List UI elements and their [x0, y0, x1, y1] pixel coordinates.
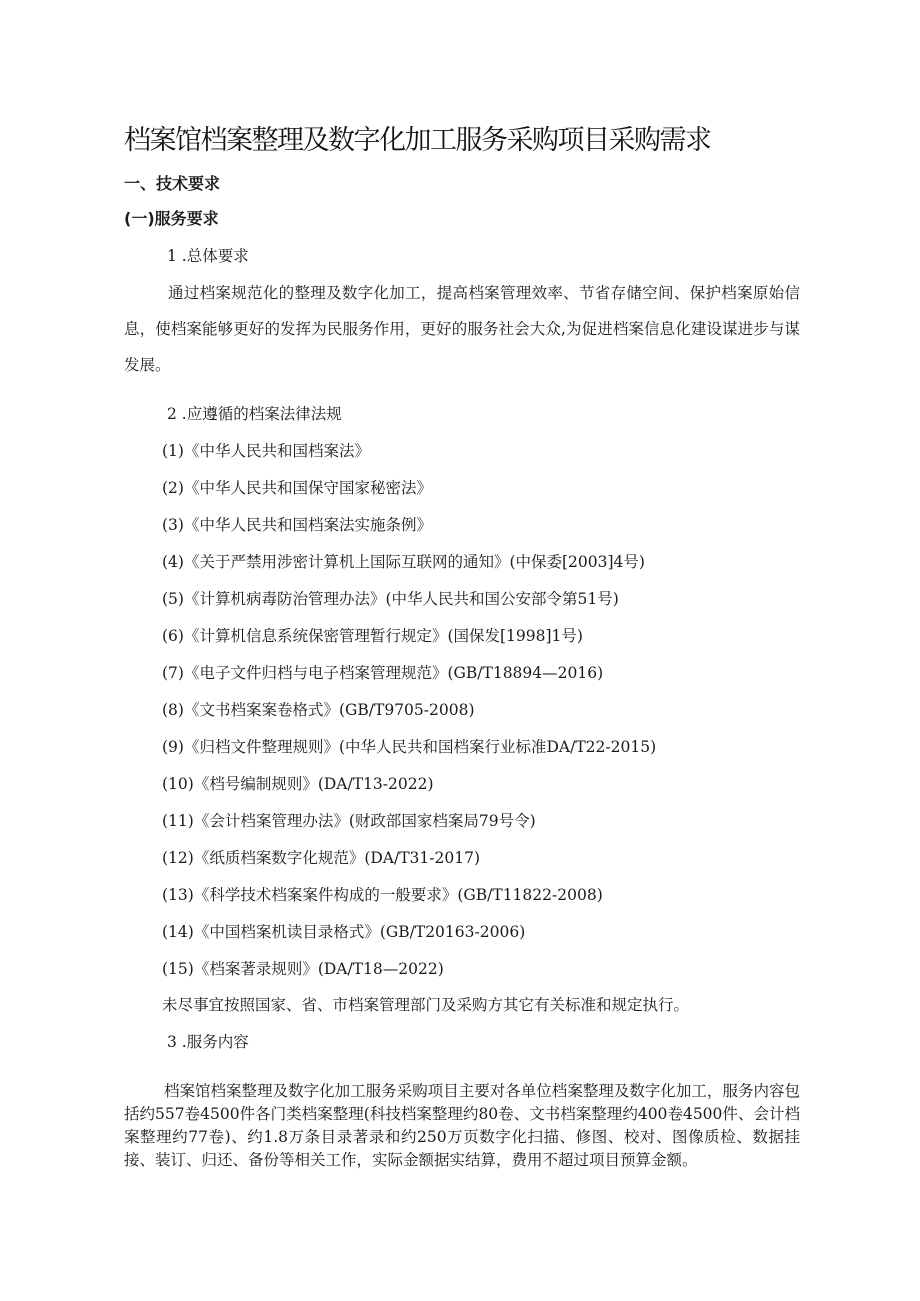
- law-item: (6)《计算机信息系统保密管理暂行规定》(国保发[1998]1号): [162, 627, 583, 645]
- law-item: (15)《档案著录规则》(DA/T18—2022): [162, 960, 444, 978]
- law-item: (13)《科学技术档案案件构成的一般要求》(GB/T11822-2008): [162, 886, 603, 904]
- law-item: (14)《中国档案机读目录格式》(GB/T20163-2006): [162, 923, 526, 941]
- item-heading-general-requirements: 1 .总体要求: [167, 247, 249, 265]
- item-heading-service-content: 3 .服务内容: [167, 1033, 249, 1051]
- subsection-heading-service-requirements: (一)服务要求: [124, 209, 219, 228]
- paragraph-general-requirements: 通过档案规范化的整理及数字化加工，提高档案管理效率、节省存储空间、保护档案原始信息，使档案能够更好的发挥为民服务作用，更好的服务社会大众,为促进档案信息化建设谋进步与谋发展。: [124, 284, 800, 374]
- law-item: (8)《文书档案案卷格式》(GB/T9705-2008): [162, 701, 475, 719]
- law-item: (4)《关于严禁用涉密计算机上国际互联网的通知》(中保委[2003]4号): [162, 553, 645, 571]
- law-item: (5)《计算机病毒防治管理办法》(中华人民共和国公安部令第51号): [162, 590, 619, 608]
- law-item: (10)《档号编制规则》(DA/T13-2022): [162, 775, 434, 793]
- law-item: (1)《中华人民共和国档案法》: [162, 442, 370, 460]
- law-item: (3)《中华人民共和国档案法实施条例》: [162, 516, 432, 534]
- document-title: 档案馆档案整理及数字化加工服务采购项目采购需求: [124, 125, 711, 156]
- item-heading-laws: 2 .应遵循的档案法律法规: [167, 405, 342, 423]
- laws-note: 未尽事宜按照国家、省、市档案管理部门及采购方其它有关标准和规定执行。: [162, 996, 690, 1014]
- paragraph-service-content: 档案馆档案整理及数字化加工服务采购项目主要对各单位档案整理及数字化加工，服务内容包括约557卷4500件各门类档案整理(科技档案整理约80卷、文书档案整理约400卷4500件、会计档案整理约77卷)、约1.8万条目录著录和约250万页数字化扫描、修图、校对、图像质检、数据挂接、装订、归还、备份等相关工作，实际金额据实结算，费用不超过项目预算金额。: [124, 1082, 800, 1169]
- law-item: (9)《归档文件整理规则》(中华人民共和国档案行业标准DA/T22-2015): [162, 738, 657, 756]
- section-heading-technical-requirements: 一、技术要求: [124, 174, 221, 193]
- law-item: (7)《电子文件归档与电子档案管理规范》(GB/T18894—2016): [162, 664, 604, 682]
- law-item: (12)《纸质档案数字化规范》(DA/T31-2017): [162, 849, 481, 867]
- law-item: (2)《中华人民共和国保守国家秘密法》: [162, 479, 432, 497]
- law-item: (11)《会计档案管理办法》(财政部国家档案局79号令): [162, 812, 536, 830]
